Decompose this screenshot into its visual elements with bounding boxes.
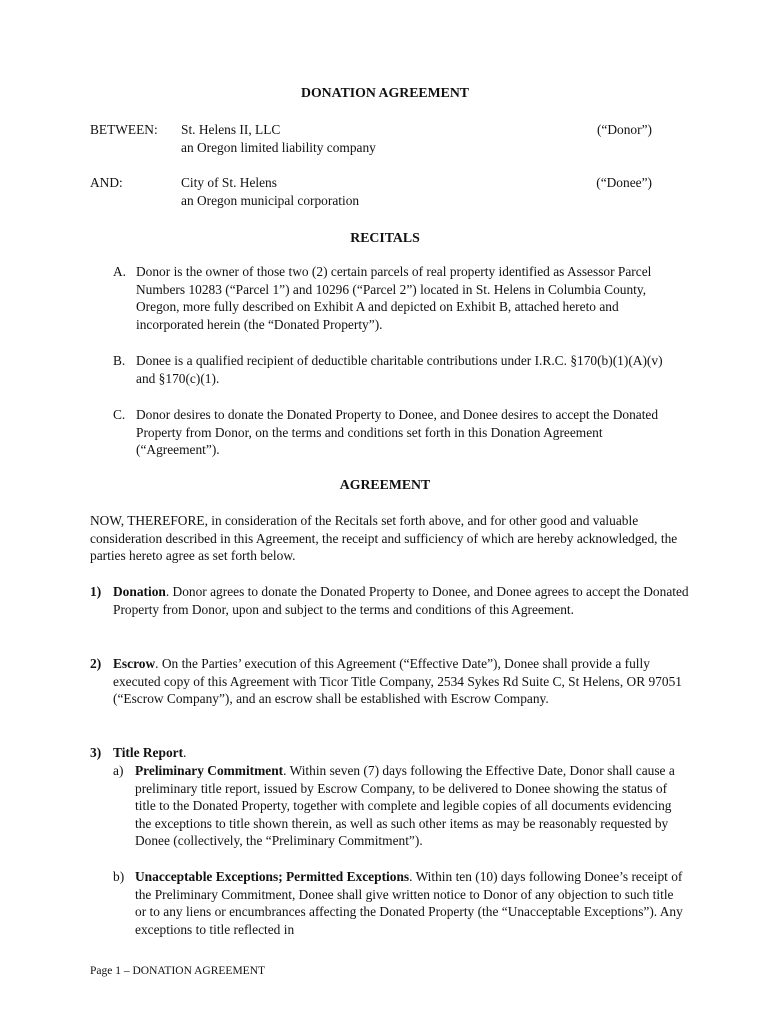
- subsection-unacceptable-exceptions: [113, 868, 683, 938]
- recital-letter: A.: [113, 264, 127, 279]
- section-number: 1): [90, 584, 102, 599]
- section-number: 2): [90, 656, 102, 671]
- document-title: DONATION AGREEMENT: [300, 85, 469, 100]
- page-footer: Page 1 – DONATION AGREEMENT: [90, 965, 266, 977]
- subsection-title: Unacceptable Exceptions; Permitted Exceptions: [135, 869, 410, 884]
- donee-role: (“Donee”): [596, 175, 652, 190]
- recital-item: [113, 263, 683, 333]
- subsection-text: . Within seven (7) days following the Effective Date, Donor shall cause a preliminary title report, issued by Escrow Company, to be delivered to Donee showing the status of title to the Donated Property, together with complete and legible copies of all documents evidencing the exceptions to title shown therein, as well as such other items as may be reasonably requested by Donee (collectively, the “Preliminary Commitment”).: [135, 763, 675, 849]
- section-text: . On the Parties’ execution of this Agreement (“Effective Date”), Donee shall provide a fully executed copy of this Agreement with Ticor Title Company, 2534 Sykes Rd Suite C, St Helens, OR 97051 (“Escrow Company”), and an escrow shall be established with Escrow Company.: [113, 656, 682, 707]
- section-number: 3): [90, 745, 102, 760]
- between-label: BETWEEN:: [90, 122, 158, 137]
- recital-text: Donee is a qualified recipient of deductible charitable contributions under I.R.C. §170(b)(1)(A)(v) and §170(c)(1).: [136, 353, 663, 386]
- recital-item: [113, 352, 683, 387]
- donee-name: City of St. Helens: [181, 175, 277, 190]
- donor-role: (“Donor”): [596, 122, 652, 137]
- and-label: AND:: [90, 175, 123, 190]
- section-title: Donation: [113, 584, 166, 599]
- donor-name: St. Helens II, LLC: [181, 122, 281, 137]
- recital-letter: B.: [113, 353, 126, 368]
- recital-item: [113, 406, 683, 459]
- agreement-heading: AGREEMENT: [339, 477, 431, 492]
- subsection-letter: a): [113, 763, 124, 778]
- donee-description: an Oregon municipal corporation: [181, 193, 360, 208]
- section-title: Title Report: [113, 745, 184, 760]
- recitals-heading: RECITALS: [350, 230, 420, 245]
- section-title-report: [90, 744, 690, 762]
- subsection-title: Preliminary Commitment: [135, 763, 284, 778]
- recital-letter: C.: [113, 407, 126, 422]
- section-donation: [90, 583, 690, 618]
- section-escrow: [90, 655, 690, 708]
- recital-text: Donor desires to donate the Donated Property to Donee, and Donee desires to accept the Donated Property from Donor, on the terms and conditions set forth in this Donation Agreement (“Agreement”).: [136, 407, 659, 458]
- subsection-letter: b): [113, 869, 125, 884]
- recital-text: Donor is the owner of those two (2) certain parcels of real property identified as Assessor Parcel Numbers 10283 (“Parcel 1”) and 10296 (“Parcel 2”) located in St. Helens in Columbia County, Oregon, more fully described on Exhibit A and depicted on Exhibit B, attached hereto and incorporated herein (the “Donated Property”).: [136, 264, 652, 332]
- section-text: .: [183, 745, 187, 760]
- section-text: . Donor agrees to donate the Donated Property to Donee, and Donee agrees to accept the Donated Property from Donor, upon and subject to the terms and conditions of this Agreement.: [113, 584, 689, 617]
- donor-description: an Oregon limited liability company: [181, 140, 376, 155]
- section-title: Escrow: [113, 656, 156, 671]
- subsection-preliminary-commitment: [113, 762, 683, 850]
- subsection-text: . Within ten (10) days following Donee’s receipt of the Preliminary Commitment, Donee shall give written notice to Donor of any objection to such title or to any liens or encumbrances affecting the Donated Property (the “Unacceptable Exceptions”). Any exceptions to title reflected in: [135, 869, 683, 937]
- agreement-intro: NOW, THEREFORE, in consideration of the Recitals set forth above, and for other good and valuable consideration described in this Agreement, the receipt and sufficiency of which are hereby acknowledged, the parties hereto agree as set forth below.: [90, 513, 678, 564]
